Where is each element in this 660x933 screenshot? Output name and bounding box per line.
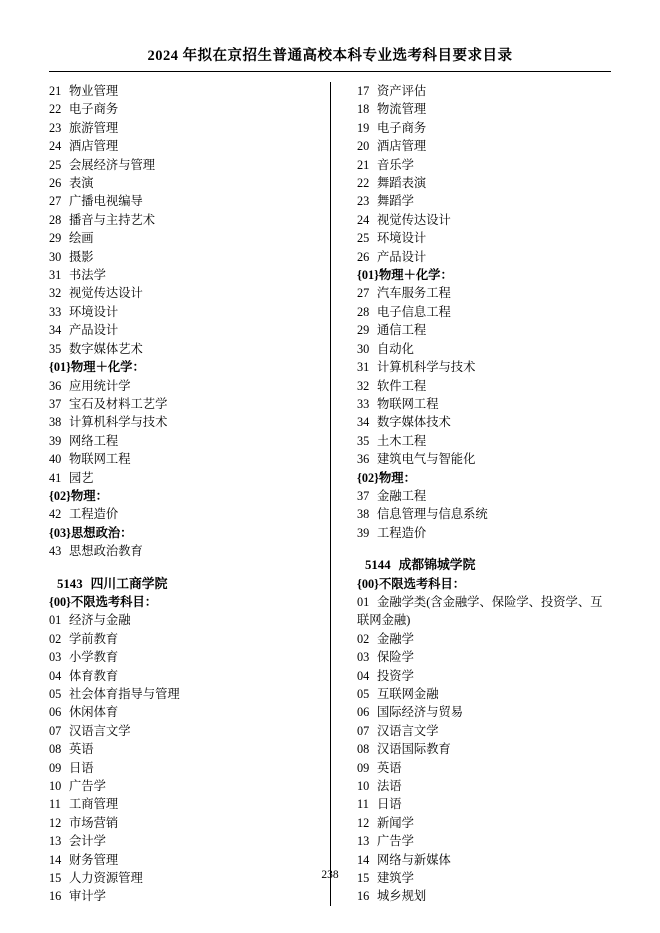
- major-name: 汽车服务工程: [377, 286, 451, 301]
- major-entry: [49, 100, 316, 118]
- major-number: 11: [49, 797, 61, 812]
- major-number: 29: [49, 231, 62, 246]
- major-name: 金融工程: [377, 488, 427, 503]
- major-entry: [49, 321, 316, 339]
- school-heading: [49, 575, 316, 593]
- major-name: 通信工程: [377, 323, 427, 338]
- major-entry: [357, 377, 611, 395]
- major-number: 19: [357, 120, 370, 135]
- major-number: 34: [357, 415, 370, 430]
- major-number: 28: [49, 212, 62, 227]
- major-entry: [49, 284, 316, 302]
- major-number: 22: [357, 176, 370, 191]
- major-name: 学前教育: [69, 631, 119, 646]
- major-entry: [49, 137, 316, 155]
- major-number: 07: [357, 723, 370, 738]
- major-entry: [357, 284, 611, 302]
- major-name: 园艺: [69, 470, 94, 485]
- major-number: 22: [49, 102, 62, 117]
- major-name: 汉语言文学: [69, 723, 131, 738]
- major-entry: [357, 82, 611, 100]
- major-entry: [357, 851, 611, 869]
- major-number: 15: [357, 871, 370, 886]
- major-entry: [49, 832, 316, 850]
- major-name: 法语: [377, 779, 402, 794]
- major-entry: [357, 119, 611, 137]
- major-number: 09: [49, 760, 62, 775]
- major-number: 12: [357, 815, 370, 830]
- subject-requirement-category: {03}思想政治：: [49, 525, 133, 540]
- major-name: 酒店管理: [69, 139, 119, 154]
- school-code: 5144: [365, 558, 391, 573]
- major-name: 计算机科学与技术: [377, 360, 476, 375]
- major-name: 酒店管理: [377, 139, 427, 154]
- major-number: 08: [357, 742, 370, 757]
- major-number: 11: [357, 797, 369, 812]
- major-entry: [357, 795, 611, 813]
- major-name: 财务管理: [69, 852, 119, 867]
- major-name: 应用统计学: [69, 378, 131, 393]
- major-number: 10: [49, 779, 62, 794]
- subject-requirement-category: {01}物理＋化学：: [49, 360, 145, 375]
- major-number: 05: [357, 687, 370, 701]
- major-number: 29: [357, 323, 370, 338]
- major-number: 26: [357, 249, 370, 264]
- major-number: 38: [357, 507, 370, 522]
- major-name: 会计学: [69, 834, 106, 849]
- major-name: 网络与新媒体: [377, 852, 451, 867]
- school-heading: [357, 556, 611, 574]
- major-name: 广播电视编导: [69, 194, 143, 209]
- major-name: 土木工程: [377, 433, 427, 448]
- major-name: 休闲体育: [69, 705, 119, 720]
- major-name: 舞蹈表演: [377, 176, 427, 191]
- major-name: 经济与金融: [69, 613, 131, 628]
- major-entry: [357, 211, 611, 229]
- major-entry: [49, 192, 316, 210]
- major-entry: [49, 174, 316, 192]
- major-name: 产品设计: [377, 249, 427, 264]
- major-name: 小学教育: [69, 650, 119, 665]
- major-number: 16: [357, 889, 370, 904]
- major-name: 广告学: [69, 779, 106, 794]
- major-name: 工程造价: [69, 507, 119, 522]
- major-entry: [49, 303, 316, 321]
- major-name: 金融学类(含金融学、保险学、投资学、互联网金融): [357, 594, 603, 628]
- major-number: 03: [49, 650, 62, 665]
- major-entry: [357, 229, 611, 247]
- major-name: 电子商务: [69, 102, 119, 117]
- major-number: 27: [49, 194, 62, 209]
- major-name: 英语: [377, 760, 402, 775]
- major-name: 人力资源管理: [69, 871, 143, 886]
- major-number: 14: [49, 852, 62, 867]
- major-entry: [49, 542, 316, 560]
- major-entry: [357, 777, 611, 795]
- major-name: 国际经济与贸易: [377, 705, 464, 720]
- major-name: 城乡规划: [377, 889, 427, 904]
- major-entry: [357, 630, 611, 648]
- major-name: 建筑学: [377, 871, 414, 886]
- major-number: 16: [49, 889, 62, 904]
- school-name: 四川工商学院: [90, 576, 168, 591]
- major-number: 25: [357, 231, 370, 246]
- major-name: 信息管理与信息系统: [377, 507, 488, 522]
- major-entry: [49, 851, 316, 869]
- major-number: 01: [49, 613, 62, 628]
- major-number: 02: [357, 631, 370, 646]
- major-name: 会展经济与管理: [69, 157, 156, 172]
- major-name: 汉语国际教育: [377, 742, 451, 757]
- major-number: 30: [49, 249, 62, 264]
- major-name: 汉语言文学: [377, 723, 439, 738]
- major-name: 思想政治教育: [69, 544, 143, 559]
- major-number: 17: [357, 84, 370, 98]
- major-entry: [357, 524, 611, 542]
- major-entry: [357, 722, 611, 740]
- major-entry: [49, 82, 316, 100]
- major-entry: [357, 248, 611, 266]
- major-name: 投资学: [377, 668, 414, 683]
- major-name: 环境设计: [69, 304, 119, 319]
- major-number: 36: [357, 452, 370, 467]
- major-number: 31: [357, 360, 370, 375]
- major-entry: [49, 340, 316, 358]
- major-entry: [357, 832, 611, 850]
- major-entry: [49, 119, 316, 137]
- major-entry: [49, 450, 316, 468]
- major-number: 13: [357, 834, 370, 849]
- major-entry: [357, 703, 611, 721]
- major-entry: [49, 887, 316, 905]
- major-name: 音乐学: [377, 157, 414, 172]
- major-entry: [49, 777, 316, 795]
- major-name: 电子商务: [377, 120, 427, 135]
- major-number: 18: [357, 102, 370, 117]
- major-number: 35: [357, 433, 370, 448]
- major-entry: [49, 211, 316, 229]
- major-number: 07: [49, 723, 62, 738]
- major-name: 绘画: [69, 231, 94, 246]
- major-number: 27: [357, 286, 370, 301]
- major-name: 英语: [69, 742, 94, 757]
- major-number: 42: [49, 507, 62, 522]
- major-entry: [357, 432, 611, 450]
- major-name: 工商管理: [69, 797, 119, 812]
- major-number: 04: [357, 668, 370, 683]
- major-number: 02: [49, 631, 62, 646]
- major-number: 39: [357, 525, 370, 540]
- major-number: 33: [357, 396, 370, 411]
- major-entry: [49, 667, 316, 685]
- major-name: 新闻学: [377, 815, 414, 830]
- major-entry: [357, 100, 611, 118]
- major-number: 36: [49, 378, 62, 393]
- major-name: 市场营销: [69, 815, 119, 830]
- major-entry: [357, 137, 611, 155]
- major-entry: [49, 229, 316, 247]
- subject-requirement-category: {02}物理：: [357, 470, 416, 485]
- major-number: 14: [357, 852, 370, 867]
- major-number: 03: [357, 650, 370, 665]
- major-name: 保险学: [377, 650, 414, 665]
- major-name: 环境设计: [377, 231, 427, 246]
- major-name: 播音与主持艺术: [69, 212, 156, 227]
- major-entry: [49, 814, 316, 832]
- major-entry: [357, 340, 611, 358]
- major-entry: [49, 395, 316, 413]
- major-name: 视觉传达设计: [377, 212, 451, 227]
- major-entry: [49, 795, 316, 813]
- major-number: 23: [357, 194, 370, 209]
- major-number: 06: [357, 705, 370, 720]
- major-entry: [357, 413, 611, 431]
- major-entry: [357, 593, 611, 630]
- major-name: 旅游管理: [69, 120, 119, 135]
- major-entry: [49, 722, 316, 740]
- major-entry: [357, 648, 611, 666]
- major-name: 物联网工程: [377, 396, 439, 411]
- major-number: 26: [49, 176, 62, 191]
- major-name: 互联网金融: [377, 687, 439, 701]
- major-entry: [357, 759, 611, 777]
- major-entry: [357, 685, 611, 703]
- major-number: 09: [357, 760, 370, 775]
- major-entry: [357, 814, 611, 832]
- left-column: [49, 82, 330, 906]
- major-number: 37: [357, 488, 370, 503]
- major-entry: [49, 630, 316, 648]
- subject-requirement-category: {02}物理：: [49, 488, 108, 503]
- major-entry: [357, 174, 611, 192]
- major-name: 舞蹈学: [377, 194, 414, 209]
- major-number: 39: [49, 433, 62, 448]
- major-entry: [357, 450, 611, 468]
- major-entry: [357, 303, 611, 321]
- right-column: [330, 82, 611, 906]
- major-number: 13: [49, 834, 62, 849]
- major-number: 38: [49, 415, 62, 430]
- major-number: 31: [49, 268, 62, 283]
- major-name: 表演: [69, 176, 94, 191]
- major-entry: [357, 505, 611, 523]
- major-number: 12: [49, 815, 62, 830]
- major-name: 日语: [69, 760, 94, 775]
- major-number: 32: [49, 286, 62, 301]
- major-name: 体育教育: [69, 668, 119, 683]
- major-entry: [357, 667, 611, 685]
- major-name: 摄影: [69, 249, 94, 264]
- major-number: 32: [357, 378, 370, 393]
- major-name: 书法学: [69, 268, 106, 283]
- major-name: 自动化: [377, 341, 414, 356]
- major-number: 08: [49, 742, 62, 757]
- major-number: 24: [357, 212, 370, 227]
- major-number: 23: [49, 120, 62, 135]
- major-number: 40: [49, 452, 62, 467]
- major-name: 审计学: [69, 889, 106, 904]
- major-number: 10: [357, 779, 370, 794]
- major-number: 25: [49, 157, 62, 172]
- major-number: 01: [357, 594, 370, 609]
- major-name: 产品设计: [69, 323, 119, 338]
- subject-requirement-category: {00}不限选考科目：: [49, 594, 158, 609]
- school-name: 成都锦城学院: [398, 558, 476, 573]
- major-number: 20: [357, 139, 370, 154]
- major-name: 物业管理: [69, 84, 119, 98]
- major-entry: [49, 611, 316, 629]
- major-number: 04: [49, 668, 62, 683]
- major-entry: [357, 887, 611, 905]
- major-name: 广告学: [377, 834, 414, 849]
- major-name: 宝石及材料工艺学: [69, 396, 168, 411]
- major-number: 34: [49, 323, 62, 338]
- major-entry: [49, 377, 316, 395]
- major-number: 30: [357, 341, 370, 356]
- major-name: 金融学: [377, 631, 414, 646]
- major-name: 日语: [377, 797, 402, 812]
- major-name: 资产评估: [377, 84, 427, 98]
- major-number: 15: [49, 871, 62, 886]
- major-entry: [49, 740, 316, 758]
- major-entry: [49, 432, 316, 450]
- major-entry: [49, 648, 316, 666]
- major-name: 电子信息工程: [377, 304, 451, 319]
- subject-requirement-category: {01}物理＋化学：: [357, 268, 453, 283]
- major-entry: [49, 759, 316, 777]
- major-number: 35: [49, 341, 62, 356]
- major-entry: [357, 358, 611, 376]
- major-number: 37: [49, 396, 62, 411]
- major-number: 28: [357, 304, 370, 319]
- major-name: 建筑电气与智能化: [377, 452, 476, 467]
- major-number: 43: [49, 544, 62, 559]
- major-name: 数字媒体技术: [377, 415, 451, 430]
- major-entry: [49, 505, 316, 523]
- major-number: 41: [49, 470, 62, 485]
- major-name: 视觉传达设计: [69, 286, 143, 301]
- major-name: 工程造价: [377, 525, 427, 540]
- major-name: 物流管理: [377, 102, 427, 117]
- school-code: 5143: [57, 576, 83, 591]
- major-name: 社会体育指导与管理: [69, 687, 180, 701]
- major-entry: [49, 413, 316, 431]
- major-entry: [49, 469, 316, 487]
- major-entry: [49, 703, 316, 721]
- page-title: 2024 年拟在京招生普通高校本科专业选考科目要求目录: [147, 48, 513, 64]
- major-name: 数字媒体艺术: [69, 341, 143, 356]
- major-number: 33: [49, 304, 62, 319]
- major-entry: [49, 685, 316, 703]
- major-entry: [357, 487, 611, 505]
- major-entry: [357, 740, 611, 758]
- major-entry: [357, 321, 611, 339]
- major-entry: [357, 156, 611, 174]
- major-entry: [357, 192, 611, 210]
- major-name: 物联网工程: [69, 452, 131, 467]
- major-entry: [49, 266, 316, 284]
- two-column-body: [49, 72, 611, 906]
- major-number: 21: [49, 84, 62, 98]
- major-name: 网络工程: [69, 433, 119, 448]
- major-entry: [49, 156, 316, 174]
- major-name: 软件工程: [377, 378, 427, 393]
- major-entry: [357, 395, 611, 413]
- page-number: 238: [321, 869, 339, 881]
- major-number: 06: [49, 705, 62, 720]
- major-number: 24: [49, 139, 62, 154]
- major-entry: [49, 248, 316, 266]
- major-number: 21: [357, 157, 370, 172]
- major-name: 计算机科学与技术: [69, 415, 168, 430]
- major-number: 05: [49, 687, 62, 701]
- subject-requirement-category: {00}不限选考科目：: [357, 576, 466, 591]
